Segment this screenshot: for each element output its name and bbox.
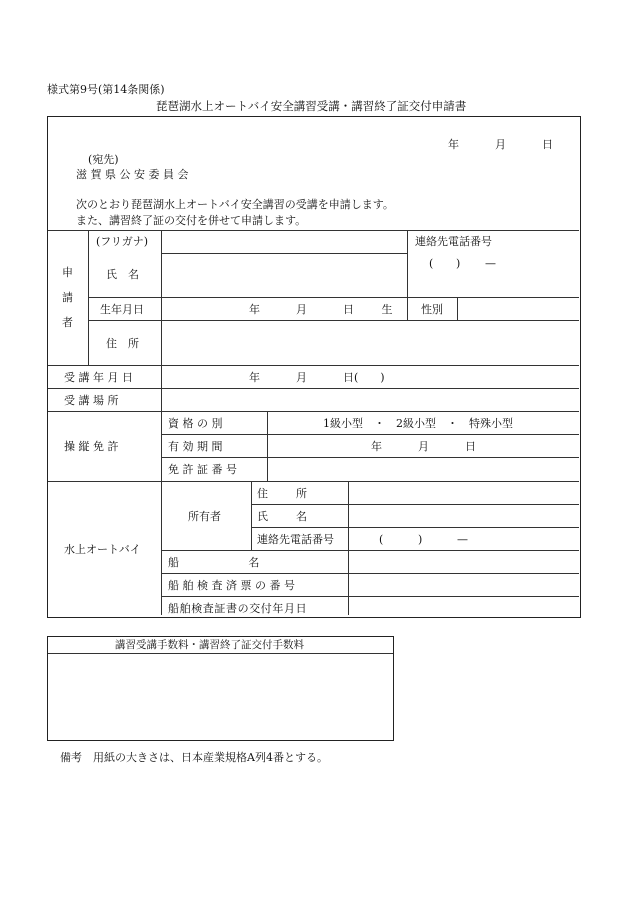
ship-name-divider bbox=[161, 573, 579, 574]
furigana-label: (フリガナ) bbox=[96, 235, 149, 248]
owner-phone-paren-close: ) bbox=[418, 533, 423, 546]
course-place-label: 受 講 場 所 bbox=[64, 394, 119, 407]
owner-address-divider bbox=[251, 504, 579, 505]
applicant-divider bbox=[48, 365, 579, 366]
inspection-number-divider bbox=[161, 596, 579, 597]
phone-paren-close: ) bbox=[456, 257, 461, 270]
date-year-label: 年 bbox=[448, 138, 459, 151]
owner-label-divider bbox=[251, 481, 252, 550]
form-number: 様式第9号(第14条関係) bbox=[47, 83, 165, 96]
phone-label: 連絡先電話番号 bbox=[415, 235, 492, 248]
applicant-label-char-3: 者 bbox=[62, 316, 73, 329]
course-year-label: 年 bbox=[249, 371, 260, 384]
validity-label: 有 効 期 間 bbox=[168, 440, 223, 453]
birth-month-label: 月 bbox=[296, 303, 307, 316]
course-day-label: 日( ) bbox=[343, 371, 385, 384]
furigana-divider bbox=[161, 253, 407, 254]
phone-dash: — bbox=[485, 257, 496, 270]
address-label: 住 所 bbox=[106, 337, 139, 350]
pwc-section-label: 水上オートバイ bbox=[64, 543, 141, 556]
birth-label: 生年月日 bbox=[100, 303, 144, 316]
owner-name-label: 氏 名 bbox=[257, 510, 309, 523]
owner-phone-paren-open: ( bbox=[379, 533, 384, 546]
addressee: 滋 賀 県 公 安 委 員 会 bbox=[76, 168, 189, 181]
header-divider bbox=[48, 230, 579, 231]
owner-phone-label: 連絡先電話番号 bbox=[257, 533, 334, 546]
document-title: 琵琶湖水上オートバイ安全講習受講・講習終了証交付申請書 bbox=[156, 99, 467, 113]
statement-line-1: 次のとおり琵琶湖水上オートバイ安全講習の受講を申請します。 bbox=[76, 198, 394, 211]
phone-paren-open: ( bbox=[429, 257, 434, 270]
qualification-options: 1級小型 ・ 2級小型 ・ 特殊小型 bbox=[323, 417, 513, 430]
validity-day-label: 日 bbox=[465, 440, 476, 453]
sex-label-right bbox=[457, 297, 458, 320]
inspection-date-label: 船舶検査証書の交付年月日 bbox=[168, 602, 308, 615]
license-divider bbox=[48, 481, 579, 482]
applicant-label-char-1: 申 bbox=[62, 266, 73, 279]
license-value-divider bbox=[267, 411, 268, 481]
label-column-divider bbox=[161, 230, 162, 615]
validity-divider bbox=[161, 457, 579, 458]
owner-name-divider bbox=[251, 527, 579, 528]
date-month-label: 月 bbox=[495, 138, 506, 151]
ship-name-label: 船 名 bbox=[168, 556, 262, 569]
fee-box bbox=[47, 636, 394, 741]
statement-line-2: また、講習終了証の交付を併せて申請します。 bbox=[76, 214, 307, 227]
license-number-label: 免 許 証 番 号 bbox=[168, 463, 237, 476]
fee-header-divider bbox=[48, 653, 393, 654]
remarks: 備考 用紙の大きさは、日本産業規格A列4番とする。 bbox=[60, 751, 328, 764]
owner-address-label: 住 所 bbox=[257, 487, 309, 500]
validity-year-label: 年 bbox=[371, 440, 382, 453]
validity-month-label: 月 bbox=[418, 440, 429, 453]
fee-header: 講習受講手数料・講習終了証交付手数料 bbox=[115, 639, 304, 651]
owner-divider bbox=[161, 550, 579, 551]
qualification-divider bbox=[161, 434, 579, 435]
birth-day-label: 日 生 bbox=[343, 303, 405, 316]
sex-label-left bbox=[407, 297, 408, 320]
applicant-label-char-2: 請 bbox=[62, 291, 73, 304]
inspection-number-label: 船 舶 検 査 済 票 の 番 号 bbox=[168, 579, 295, 592]
course-month-label: 月 bbox=[296, 371, 307, 384]
addressee-prefix: (宛先) bbox=[88, 153, 119, 166]
qualification-label: 資 格 の 別 bbox=[168, 417, 223, 430]
place-divider bbox=[48, 411, 579, 412]
sex-label: 性別 bbox=[421, 303, 443, 316]
date-day-label: 日 bbox=[542, 138, 553, 151]
pwc-value-divider bbox=[348, 481, 349, 615]
license-section-label: 操 縦 免 許 bbox=[64, 440, 119, 453]
name-label: 氏 名 bbox=[106, 268, 139, 281]
application-form bbox=[47, 116, 581, 618]
course-date-label: 受 講 年 月 日 bbox=[64, 371, 133, 384]
owner-label: 所有者 bbox=[188, 510, 221, 523]
applicant-label-divider bbox=[88, 230, 89, 365]
course-date-divider bbox=[48, 388, 579, 389]
owner-phone-dash: — bbox=[457, 533, 468, 546]
birth-year-label: 年 bbox=[249, 303, 260, 316]
